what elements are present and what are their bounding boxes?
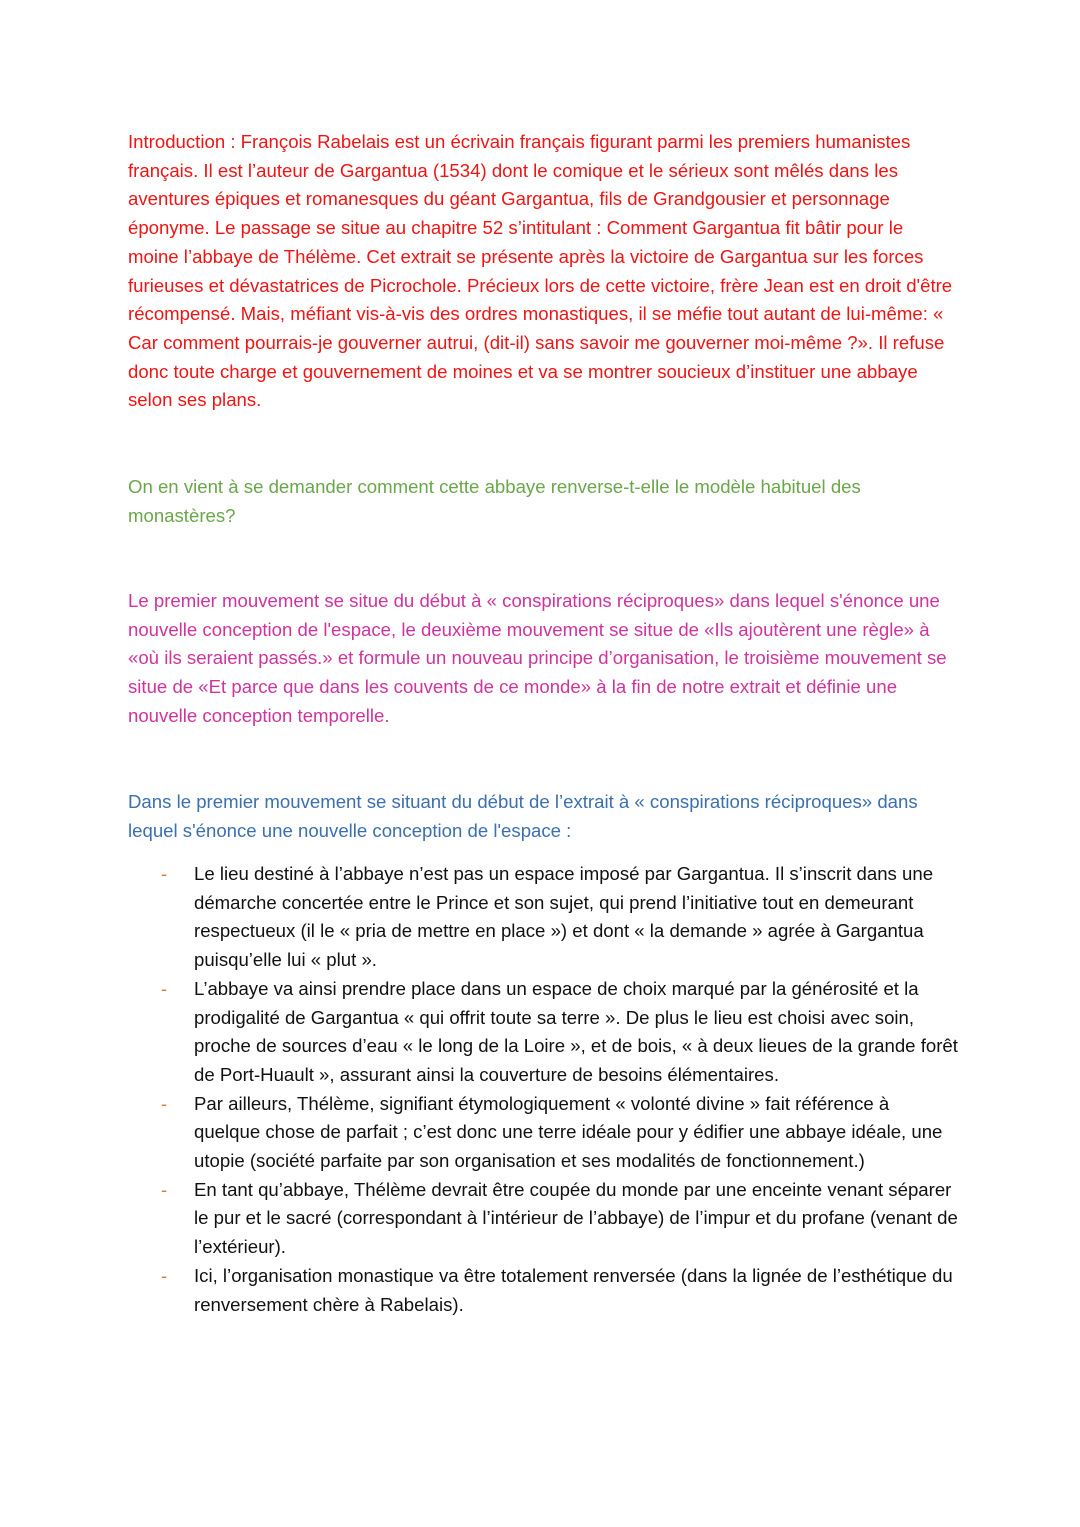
bullet-text: Par ailleurs, Thélème, signifiant étymologiquement « volonté divine » fait référence à quelque chose de parfait ; c’est donc une terre idéale pour y édifier une abbaye idéale, une utopie (société parfaite par son organisation et ses modalités de fonctionnement.) (194, 1092, 943, 1172)
bullet-text: Le lieu destiné à l’abbaye n’est pas un espace imposé par Gargantua. Il s’inscrit dans une démarche concertée entre le Prince et son sujet, qui prend l’initiative tout en demeurant respectueux (il le « pria de mettre en place ») et dont « la demande » agrée à Gargantua puisqu’elle lui « plut ». (194, 863, 934, 971)
introduction-paragraph: Introduction : François Rabelais est un écrivain français figurant parmi les premiers humanistes français. Il est l’auteur de Gargantua (1534) dont le comique et le sérieux sont mêlés dans les aventures épiques et romanesques du géant Gargantua, fils de Grandgousier et personnage éponyme. Le passage se situe au chapitre 52 s’intitulant : Comment Gargantua fit bâtir pour le moine l’abbaye de Thélème. Cet extrait se présente après la victoire de Gargantua sur les forces furieuses et dévastatrices de Picrochole. Précieux lors de cette victoire, frère Jean est en droit d'être récompensé. Mais, méfiant vis-à-vis des ordres monastiques, il se méfie tout autant de lui-même: « Car comment pourrais-je gouverner autrui, (dit-il) sans savoir me gouverner moi-même ?». Il refuse donc toute charge et gouvernement de moines et va se montrer soucieux d’instituer une abbaye selon ses plans. (128, 131, 953, 411)
bullet-text: Ici, l’organisation monastique va être totalement renversée (dans la lignée de l’esthétique du renversement chère à Rabelais). (194, 1264, 953, 1315)
plan-paragraph: Le premier mouvement se situe du début à « conspirations réciproques» dans lequel s'énonce une nouvelle conception de l'espace, le deuxième mouvement se situe de «Ils ajoutèrent une règle» à «où ils seraient passés.» et formule un nouveau principe d’organisation, le troisième mouvement se situe de «Et parce que dans les couvents de ce monde» à la fin de notre extrait et définie une nouvelle conception temporelle. (128, 590, 947, 726)
bullet-item (128, 1262, 958, 1319)
problematique-paragraph: On en vient à se demander comment cette abbaye renverse-t-elle le modèle habituel des monastères? (128, 476, 861, 526)
bullet-dash: - (161, 977, 168, 999)
bullet-item (128, 975, 958, 1090)
bullet-item (128, 1176, 958, 1262)
bullet-dash: - (161, 1178, 168, 1200)
bullet-dash: - (161, 863, 168, 884)
bullet-dash: - (161, 1092, 168, 1114)
analysis-bullet-list (128, 860, 958, 1319)
bullet-dash: - (161, 1264, 168, 1286)
bullet-text: L’abbaye va ainsi prendre place dans un espace de choix marqué par la générosité et la prodigalité de Gargantua « qui offrit toute sa terre ». De plus le lieu est choisi avec soin, proche de sources d’eau « le long de la Loire », et de bois, « à deux lieues de la grande forêt de Port-Huault », assurant ainsi la couverture de besoins élémentaires. (194, 977, 958, 1085)
bullet-item (128, 1090, 958, 1176)
bullet-text: En tant qu’abbaye, Thélème devrait être coupée du monde par une enceinte venant séparer le pur et le sacré (correspondant à l’intérieur de l’abbaye) de l’impur et du profane (venant de l’extérieur). (194, 1178, 958, 1258)
bullet-item (128, 860, 958, 975)
first-movement-heading: Dans le premier mouvement se situant du début de l’extrait à « conspirations réciproques» dans lequel s'énonce une nouvelle conception de l'espace : (128, 791, 918, 841)
